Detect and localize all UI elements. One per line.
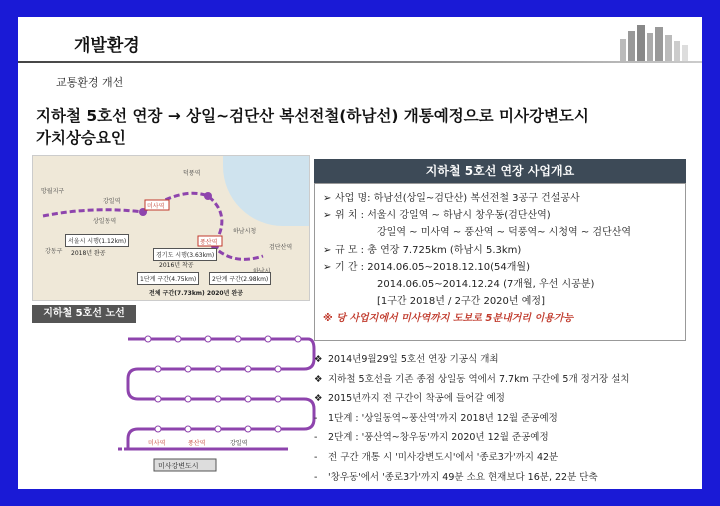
- map-label-deokpung: 덕풍역: [183, 170, 201, 177]
- summary-row-scale: ➢ 규 모 : 총 연장 7.725km (하남시 5.3km): [323, 244, 522, 256]
- summary-heading: 지하철 5호선 연장 사업개요: [314, 159, 686, 183]
- note-item: ❖ 지하철 5호선을 기존 종점 상일동 역에서 7.7km 구간에 5개 정거장 설치: [314, 373, 630, 385]
- header-rule: [18, 61, 702, 63]
- map-label-gangdong: 강동구: [45, 248, 63, 255]
- summary-row-location: ➢ 위 치 : 서울시 강일역 ~ 하남시 창우동(검단산역): [323, 210, 551, 222]
- station-label-gangil: 강일역: [230, 440, 248, 447]
- summary-row-period-3: [1구간 2018년 / 2구간 2020년 예정]: [377, 296, 545, 308]
- segment-total: 전체 구간(7.73km) 2020년 완공: [149, 290, 244, 297]
- line5-route-diagram: [118, 309, 318, 473]
- station-label-misa-gangbyeon: 미사강변도시: [158, 462, 199, 470]
- summary-row-period-2: 2014.06.05~2014.12.24 (7개월, 우선 시공분): [377, 279, 595, 291]
- map-label-sangil: 상일동역: [93, 218, 117, 225]
- map-label-gangil: 강일역: [103, 198, 121, 205]
- map-label-cityhall: 하남시청: [233, 228, 257, 235]
- skyline-logo-icon: [614, 21, 694, 61]
- map-label-misa: 미사역: [147, 203, 165, 210]
- notes-list: [314, 350, 694, 487]
- note-item: ❖ 2015년까지 전 구간이 착공에 들어갈 예정: [314, 393, 505, 405]
- segment-seoul: 서울시 시행(1.12km): [65, 234, 129, 247]
- summary-box: [314, 183, 686, 341]
- headline-line-1: 지하철 5호선 연장 → 상일~검단산 복선전철(하남선) 개통예정으로 미사강변도시: [36, 107, 589, 125]
- summary-highlight: ※ 당 사업지에서 미사역까지 도보로 5분내거리 이용가능: [323, 313, 574, 325]
- line5-label: 지하철 5호선 노선: [32, 305, 136, 323]
- segment-gyeonggi: 경기도 시행(3.63km): [153, 248, 217, 261]
- headline-line-2: 가치상승요인: [36, 129, 126, 147]
- map-label-geomdan: 검단산역: [269, 244, 293, 251]
- note-item: - '창우동'에서 '종로3가'까지 49분 소요 현재보다 16분, 22분 단축: [314, 471, 598, 483]
- segment-gyeonggi-start: 2016년 착공: [159, 262, 194, 269]
- section-subtitle: 교통환경 개선: [56, 76, 124, 89]
- page-title: 개발환경: [74, 36, 140, 56]
- note-item: - 1단계 : '상일동역~풍산역'까지 2018년 12월 준공예정: [314, 412, 558, 424]
- map-label-mangwol: 망월지구: [41, 188, 65, 195]
- summary-row-name: ➢ 사업 명: 하남선(상일~검단산) 복선전철 3공구 건설공사: [323, 193, 580, 204]
- segment-seoul-year: 2018년 완공: [71, 250, 106, 257]
- map-label-pungsan: 풍산역: [200, 239, 218, 246]
- note-item: - 전 구간 개통 시 '미사강변도시'에서 '종로3가'까지 42분: [314, 451, 559, 463]
- summary-row-stations: 강일역 ~ 미사역 ~ 풍산역 ~ 덕풍역~ 시청역 ~ 검단산역: [377, 227, 632, 239]
- slide: [18, 17, 702, 489]
- summary-row-period: ➢ 기 간 : 2014.06.05~2018.12.10(54개월): [323, 261, 530, 273]
- note-item: ❖ 2014년9월29일 5호선 연장 기공식 개최: [314, 354, 499, 365]
- note-item: - 2단계 : '풍산역~창우동'까지 2020년 12월 준공예정: [314, 432, 549, 444]
- segment-stage1: 1단계 구간(4.75km): [137, 272, 199, 285]
- segment-stage2: 2단계 구간(2.98km): [209, 272, 271, 285]
- route-map: [32, 155, 310, 301]
- headline: [36, 105, 676, 149]
- station-label-misa: 미사역: [148, 440, 166, 447]
- station-label-pungsan: 풍산역: [188, 440, 206, 447]
- header: [18, 17, 702, 63]
